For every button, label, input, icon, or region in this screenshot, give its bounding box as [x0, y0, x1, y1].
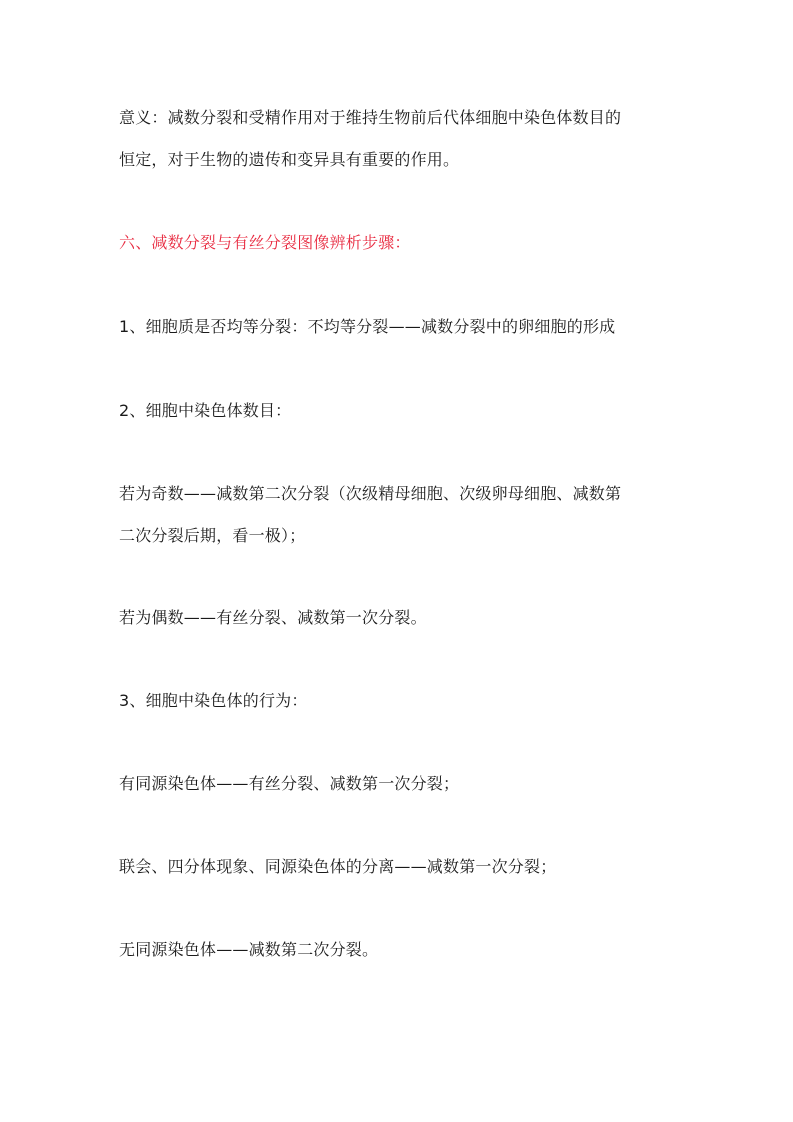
- step-2-odd-line-1: 若为奇数——减数第二次分裂（次级精母细胞、次级卵母细胞、减数第: [119, 484, 622, 503]
- section-heading: 六、减数分裂与有丝分裂图像辨析步骤：: [119, 233, 411, 252]
- step-2-title: 2、细胞中染色体数目：: [119, 401, 292, 420]
- step-2-even: 若为偶数——有丝分裂、减数第一次分裂。: [119, 608, 427, 627]
- significance-line-2: 恒定，对于生物的遗传和变异具有重要的作用。: [119, 150, 460, 169]
- step-3-homologous: 有同源染色体——有丝分裂、减数第一次分裂；: [119, 774, 460, 793]
- step-2-odd-line-2: 二次分裂后期，看一极）；: [119, 526, 306, 545]
- step-3-no-homologous: 无同源染色体——减数第二次分裂。: [119, 940, 379, 959]
- significance-line-1: 意义：减数分裂和受精作用对于维持生物前后代体细胞中染色体数目的: [119, 108, 622, 127]
- step-3-title: 3、细胞中染色体的行为：: [119, 691, 308, 710]
- step-1-text: 1、细胞质是否均等分裂：不均等分裂——减数分裂中的卵细胞的形成: [119, 317, 616, 336]
- step-3-synapsis: 联会、四分体现象、同源染色体的分离——减数第一次分裂；: [119, 857, 557, 876]
